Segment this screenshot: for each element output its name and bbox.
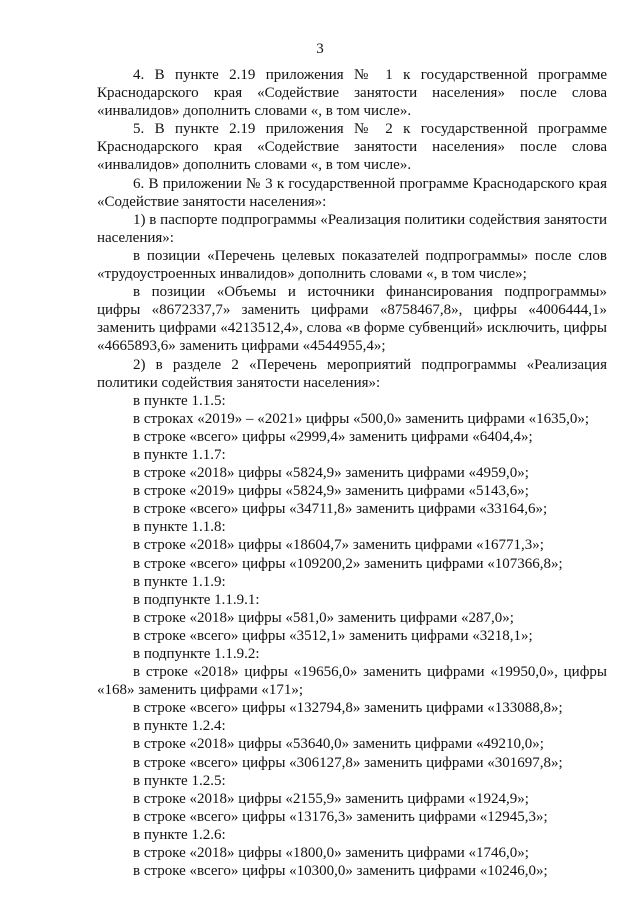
text-line: в строке «2018» цифры «18604,7» заменить цифрами «16771,3»; xyxy=(133,537,544,554)
paragraph: 5. В пункте 2.19 приложения № 2 к государственной программе Краснодарского края «Содействие занятости населения» после слова «инвалидов» дополнить словами «, в том числе». xyxy=(97,121,607,174)
text-line: в пункте 1.1.5: xyxy=(133,392,226,409)
paragraph: в строке «2018» цифры «19656,0» заменить цифрами «19950,0», цифры «168» заменить цифрами «171»; xyxy=(97,664,607,699)
paragraph: 2) в разделе 2 «Перечень мероприятий подпрограммы «Реализация политики содействия занятости населения»: xyxy=(97,356,607,391)
text-line: в пункте 1.2.4: xyxy=(133,718,226,735)
text-line: в строке «всего» цифры «132794,8» заменить цифрами «133088,8»; xyxy=(133,700,563,717)
text-line: в подпункте 1.1.9.2: xyxy=(133,646,260,662)
text-line: в строке «всего» цифры «10300,0» заменить цифрами «10246,0»; xyxy=(133,863,548,880)
text-line: в строке «2018» цифры «581,0» заменить цифрами «287,0»; xyxy=(133,609,514,626)
text-line: в подпункте 1.1.9.1: xyxy=(133,591,260,608)
text-line: в пункте 1.2.6: xyxy=(133,826,226,843)
text-line: в пункте 1.1.8: xyxy=(133,519,226,536)
text-line: в строке «всего» цифры «13176,3» заменить цифрами «12945,3»; xyxy=(133,808,548,825)
document-body xyxy=(97,66,607,880)
text-line: в строках «2019» – «2021» цифры «500,0» заменить цифрами «1635,0»; xyxy=(133,410,590,427)
text-line: в строке «всего» цифры «34711,8» заменить цифрами «33164,6»; xyxy=(133,501,548,518)
text-line: в пункте 1.1.7: xyxy=(133,446,226,463)
paragraph: в позиции «Объемы и источники финансирования подпрограммы» цифры «8672337,7» заменить цифрами «8758467,8», цифры «4006444,1» заменить цифрами «4213512,4», слова «в форме субвенций» исключить, цифры «4665893,6» заменить цифрами «4544955,4»; xyxy=(97,284,607,355)
text-line: в строке «всего» цифры «109200,2» заменить цифрами «107366,8»; xyxy=(133,555,563,572)
paragraph: 1) в паспорте подпрограммы «Реализация политики содействия занятости населения»: xyxy=(97,211,607,246)
paragraph: в позиции «Перечень целевых показателей подпрограммы» после слов «трудоустроенных инвалидов» дополнить словами «, в том числе»; xyxy=(97,247,607,283)
paragraph: 4. В пункте 2.19 приложения № 1 к государственной программе Краснодарского края «Содействие занятости населения» после слова «инвалидов» дополнить словами «, в том числе». xyxy=(97,67,607,120)
text-line: в строке «всего» цифры «2999,4» заменить цифрами «6404,4»; xyxy=(133,428,533,445)
page-number: 3 xyxy=(316,41,324,57)
text-line: в строке «2018» цифры «5824,9» заменить цифрами «4959,0»; xyxy=(133,465,529,482)
text-line: в строке «2018» цифры «53640,0» заменить цифрами «49210,0»; xyxy=(133,736,544,753)
text-line: в строке «2019» цифры «5824,9» заменить цифрами «5143,6»; xyxy=(133,483,529,500)
text-line: в строке «всего» цифры «3512,1» заменить цифрами «3218,1»; xyxy=(133,627,533,644)
paragraph: 6. В приложении № 3 к государственной программе Краснодарского края «Содействие занятости населения»: xyxy=(97,175,607,210)
text-line: в пункте 1.1.9: xyxy=(133,573,226,590)
text-line: в строке «всего» цифры «306127,8» заменить цифрами «301697,8»; xyxy=(133,754,563,771)
text-line: в пункте 1.2.5: xyxy=(133,772,226,789)
text-line: в строке «2018» цифры «1800,0» заменить цифрами «1746,0»; xyxy=(133,845,529,862)
text-line: в строке «2018» цифры «2155,9» заменить цифрами «1924,9»; xyxy=(133,790,529,807)
